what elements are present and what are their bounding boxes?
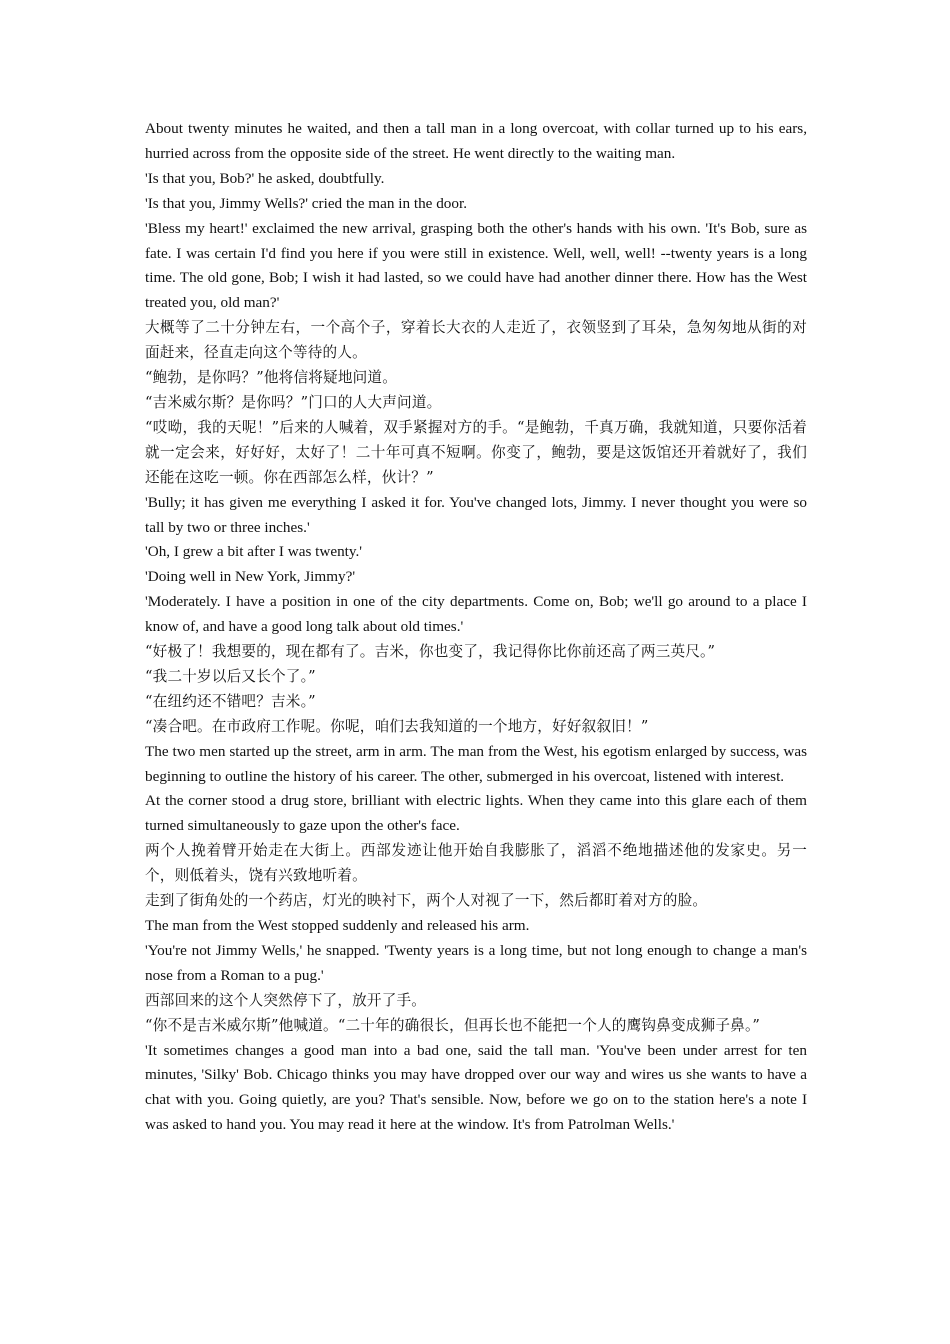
paragraph-en: At the corner stood a drug store, brilliant with electric lights. When they came into this glare each of them turned simultaneously to gaze upon the other's face. [145, 792, 807, 835]
paragraph-zh: 西部回来的这个人突然停下了，放开了手。 [145, 991, 427, 1009]
paragraph-zh: “在纽约还不错吧？吉米。” [145, 692, 316, 710]
paragraph-zh: 走到了街角处的一个药店，灯光的映衬下，两个人对视了一下，然后都盯着对方的脸。 [145, 892, 708, 910]
paragraph-zh: “凑合吧。在市政府工作呢。你呢，咱们去我知道的一个地方，好好叙叙旧！” [145, 717, 649, 735]
paragraph-en: 'Bully; it has given me everything I asked it for. You've changed lots, Jimmy. I never thought you were so tall by two or three inches.' [145, 493, 807, 536]
paragraph-en: The man from the West stopped suddenly and released his arm. [145, 917, 530, 934]
paragraph-zh: 大概等了二十分钟左右，一个高个子，穿着长大衣的人走近了，衣领竖到了耳朵，急匆匆地从街的对面赶来，径直走向这个等待的人。 [145, 319, 807, 362]
paragraph-en: The two men started up the street, arm in arm. The man from the West, his egotism enlarged by success, was beginning to outline the history of his career. The other, submerged in his overcoat, listened with interest. [145, 742, 807, 785]
paragraph-zh: “好极了！我想要的，现在都有了。吉米，你也变了，我记得你比你前还高了两三英尺。” [145, 643, 716, 661]
paragraph-en: 'Moderately. I have a position in one of the city departments. Come on, Bob; we'll go around to a place I know of, and have a good long talk about old times.' [145, 593, 807, 636]
paragraph-en: 'Is that you, Bob?' he asked, doubtfully. [145, 169, 385, 187]
paragraph-zh: “鲍勃，是你吗？”他将信将疑地问道。 [145, 369, 398, 387]
paragraph-en: 'Doing well in New York, Jimmy?' [145, 568, 356, 586]
paragraph-zh: “我二十岁以后又长个了。” [145, 667, 316, 685]
paragraph-en: 'You're not Jimmy Wells,' he snapped. 'Twenty years is a long time, but not long enough to change a man's nose from a Roman to a pug.' [145, 941, 807, 984]
paragraph-zh: “哎呦，我的天呢！”后来的人喊着，双手紧握对方的手。“是鲍勃，千真万确，我就知道，只要你活着就一定会来，好好好，太好了！二十年可真不短啊。你变了，鲍勃，要是这饭馆还开着就好了，我们还能在这吃一顿。你在西部怎么样，伙计？” [145, 418, 807, 486]
paragraph-en: About twenty minutes he waited, and then a tall man in a long overcoat, with collar turned up to his ears, hurried across from the opposite side of the street. He went directly to the waiting man. [145, 120, 807, 162]
paragraph-zh: 两个人挽着臂开始走在大街上。西部发迹让他开始自我膨胀了，滔滔不绝地描述他的发家史。另一个，则低着头，饶有兴致地听着。 [145, 842, 807, 885]
paragraph-en: 'Bless my heart!' exclaimed the new arrival, grasping both the other's hands with his own. 'It's Bob, sure as fate. I was certain I'd find you here if you were still in existence. Well, well, well! --twenty years is a long time. The old gone, Bob; I wish it had lasted, so we could have had another dinner there. How has the West treated you, old man?' [145, 219, 807, 312]
paragraph-en: 'Is that you, Jimmy Wells?' cried the man in the door. [145, 194, 468, 212]
paragraph-zh: “吉米威尔斯？是你吗？”门口的人大声问道。 [145, 393, 442, 411]
paragraph-en: 'It sometimes changes a good man into a bad one, said the tall man. 'You've been under arrest for ten minutes, 'Silky' Bob. Chicago thinks you may have dropped over our way and wires us she wants to have a chat with you. Going quietly, are you? That's sensible. Now, before we go on to the station here's a note I was asked to hand you. You may read it here at the window. It's from Patrolman Wells.' [145, 1041, 807, 1134]
paragraph-en: 'Oh, I grew a bit after I was twenty.' [145, 543, 363, 561]
paragraph-zh: “你不是吉米威尔斯”他喊道。“二十年的确很长，但再长也不能把一个人的鹰钩鼻变成狮子鼻。” [145, 1016, 761, 1034]
document-body [145, 117, 807, 1138]
